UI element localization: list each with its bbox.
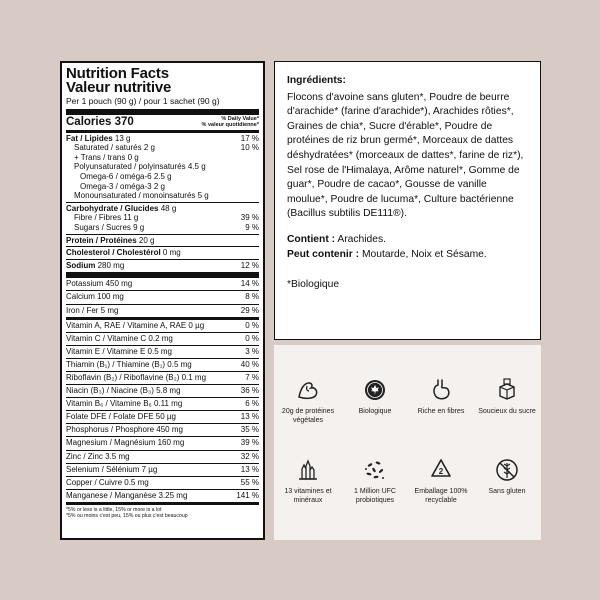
saturated-pct: 10 % — [240, 143, 259, 153]
vitamin-row — [66, 463, 259, 476]
vitamin-pct: 13 % — [240, 464, 259, 474]
vitamin-row — [66, 384, 259, 397]
no-gluten-icon — [494, 457, 520, 483]
vitamin-label: Vitamin B₆ / Vitamine B₆ 0.11 mg — [66, 399, 183, 409]
vitamin-row — [66, 332, 259, 345]
crystals-icon — [295, 457, 321, 483]
vitamin-row — [66, 436, 259, 449]
svg-text:2: 2 — [438, 467, 444, 476]
mineral-pct: 8 % — [245, 292, 259, 302]
vitamin-pct: 40 % — [240, 359, 259, 369]
dv-header-en: % Daily Value* — [221, 115, 259, 122]
badge-label: 1 Million UFC probiotiques — [353, 488, 396, 504]
vitamin-row — [66, 358, 259, 371]
mineral-row — [66, 278, 259, 290]
badge-organic — [345, 377, 405, 416]
fibre-pct: 39 % — [240, 213, 259, 223]
mono-row — [66, 191, 259, 201]
sugar-cube-icon — [494, 377, 520, 403]
sodium-pct: 12 % — [240, 260, 259, 270]
mineral-row — [66, 290, 259, 303]
vitamin-row — [66, 450, 259, 463]
badge-label: Biologique — [358, 408, 392, 415]
sugars-row — [66, 223, 259, 233]
omega3-row — [66, 182, 259, 192]
vitamin-pct: 32 % — [240, 451, 259, 461]
vitamin-label: Niacin (B₃) / Niacine (B₃) 5.8 mg — [66, 386, 181, 396]
probiotic-icon — [362, 457, 388, 483]
badge-label: 20g de protéines végétales — [281, 408, 335, 424]
poly-row — [66, 162, 259, 172]
contains-line — [287, 233, 530, 248]
vitamin-label: Thiamin (B₁) / Thiamine (B₁) 0.5 mg — [66, 359, 192, 369]
badge-probiotic — [345, 457, 405, 505]
vitamin-row — [66, 410, 259, 423]
saturated-row — [66, 143, 259, 153]
protein-amount: 20 g — [138, 235, 155, 245]
vitamin-pct: 6 % — [245, 399, 259, 409]
trans-row — [66, 153, 259, 163]
vitamin-label: Copper / Cuivre 0.5 mg — [66, 477, 149, 487]
fat-pct: 17 % — [240, 133, 259, 143]
badge-label: 13 vitamines et minéraux — [284, 488, 332, 504]
vitamin-pct: 0 % — [245, 320, 259, 330]
vitamin-row — [66, 489, 259, 502]
mineral-row — [66, 304, 259, 317]
badge-label: Riche en fibres — [417, 408, 465, 415]
vitamin-row — [66, 397, 259, 410]
nutrition-facts-table — [60, 61, 265, 540]
calories-label: Calories 370 — [66, 116, 134, 128]
contains-value: Arachides. — [337, 233, 386, 245]
badge-gluten-free — [477, 457, 537, 496]
vitamin-row — [66, 320, 259, 332]
vitamin-label: Selenium / Sélénium 7 µg — [66, 464, 158, 474]
mineral-pct: 29 % — [240, 305, 259, 315]
fat-amount: 13 g — [114, 133, 131, 143]
mineral-label: Potassium 450 mg — [66, 279, 133, 289]
sugars-label: Sugars / Sucres 9 g — [74, 222, 145, 232]
nutrition-title-fr: Valeur nutritive — [66, 79, 172, 96]
vitamin-row — [66, 371, 259, 384]
sodium-label: Sodium — [66, 260, 96, 270]
vitamin-pct: 141 % — [236, 490, 259, 500]
vitamin-label: Folate DFE / Folate DFE 50 µg — [66, 412, 176, 422]
omega6-row — [66, 172, 259, 182]
vitamin-pct: 36 % — [240, 386, 259, 396]
fat-row — [66, 134, 259, 144]
ingredients-text: Flocons d'avoine sans gluten*, Poudre de beurre d'arachide* (farine d'arachide*), Arachides rôties*, Graines de chia*, Sucre d'érable*, Poudre de protéines de riz brun germé*, Morceaux de dattes déshydratées* (morceaux de dattes*, farine de riz*), Sel rose de l'Himalaya, Arôme naturel*, Gomme de guar*, Poudre de cacao*, Gousse de vanille moulue*, Poudre de lucuma*, Culture bactérienne (Bacillus subtilis DE111®). — [287, 91, 524, 220]
badge-protein — [278, 377, 338, 425]
mono-label: Monounsaturated / monoinsaturés 5 g — [74, 191, 209, 201]
contains-label: Contient : — [287, 233, 336, 245]
may-contain-line — [287, 248, 530, 263]
carb-amount: 48 g — [160, 203, 177, 213]
vitamin-row — [66, 476, 259, 489]
badge-vitamins — [278, 457, 338, 505]
vitamin-row — [66, 423, 259, 436]
benefits-panel — [274, 345, 541, 540]
mineral-label: Iron / Fer 5 mg — [66, 305, 119, 315]
vitamin-pct: 39 % — [240, 438, 259, 448]
cholesterol-amount: 0 mg — [162, 248, 181, 258]
vitamin-label: Magnesium / Magnésium 160 mg — [66, 438, 185, 448]
minerals-top-section — [66, 272, 259, 316]
vitamin-label: Manganese / Manganèse 3.25 mg — [66, 490, 188, 500]
vitamin-pct: 3 % — [245, 346, 259, 356]
nutrition-title-en: Nutrition Facts — [66, 65, 169, 82]
poly-label: Polyunsaturated / polyinsaturés 4.5 g — [74, 162, 206, 172]
badge-sugar — [477, 377, 537, 416]
cholesterol-label: Cholesterol / Cholestérol — [66, 248, 161, 258]
omega6-label: Omega-6 / oméga-6 2.5 g — [80, 171, 172, 181]
vitamin-pct: 13 % — [240, 412, 259, 422]
omega3-label: Omega-3 / oméga-3 2 g — [80, 181, 165, 191]
badge-label: Soucieux du sucre — [478, 408, 536, 415]
fibre-row — [66, 213, 259, 223]
fat-label: Fat / Lipides — [66, 133, 113, 143]
vitamin-label: Riboflavin (B₂) / Riboflavine (B₂) 0.1 mg — [66, 372, 207, 382]
calories-row — [66, 115, 259, 133]
sodium-amount: 280 mg — [97, 260, 125, 270]
footnote-fr: *5% ou moins c'est peu, 15% ou plus c'est beaucoup — [66, 512, 188, 519]
mineral-label: Calcium 100 mg — [66, 292, 124, 302]
vitamin-pct: 55 % — [240, 477, 259, 487]
badge-fibre — [411, 377, 471, 416]
sugars-pct: 9 % — [245, 222, 259, 232]
fibre-label: Fibre / Fibres 11 g — [74, 213, 139, 223]
mineral-pct: 14 % — [240, 279, 259, 289]
stomach-icon — [428, 377, 454, 403]
vitamin-label: Vitamin E / Vitamine E 0.5 mg — [66, 346, 172, 356]
muscle-icon — [295, 377, 321, 403]
cholesterol-row — [66, 246, 259, 259]
sodium-row — [66, 259, 259, 273]
saturated-label: Saturated / saturés 2 g — [74, 143, 155, 153]
protein-row — [66, 234, 259, 247]
carb-row — [66, 204, 259, 214]
vitamin-pct: 0 % — [245, 333, 259, 343]
ingredients-panel — [274, 61, 541, 340]
vitamin-label: Phosphorus / Phosphore 450 mg — [66, 425, 183, 435]
organic-note: *Biologique — [287, 279, 340, 291]
ingredients-heading: Ingrédients: — [287, 75, 346, 86]
trans-label: + Trans / trans 0 g — [74, 152, 139, 162]
organic-seal-icon — [362, 377, 388, 403]
recycle-icon — [428, 457, 454, 483]
carb-label: Carbohydrate / Glucides — [66, 203, 159, 213]
nutrition-footnote — [66, 502, 259, 519]
vitamin-pct: 7 % — [245, 372, 259, 382]
may-contain-value: Moutarde, Noix et Sésame. — [361, 248, 487, 260]
vitamin-row — [66, 345, 259, 358]
vitamins-section — [66, 317, 259, 502]
badge-label: Sans gluten — [488, 488, 526, 495]
fat-section — [66, 133, 259, 202]
badge-label: Emballage 100% recyclable — [414, 488, 468, 504]
vitamin-pct: 35 % — [240, 425, 259, 435]
vitamin-label: Zinc / Zinc 3.5 mg — [66, 451, 130, 461]
carb-section — [66, 202, 259, 234]
protein-label: Protein / Protéines — [66, 235, 137, 245]
badge-recycle — [411, 457, 471, 505]
serving-size: Per 1 pouch (90 g) / pour 1 sachet (90 g) — [66, 97, 259, 115]
dv-header-fr: % valeur quotidienne* — [201, 121, 259, 128]
may-contain-label: Peut contenir : — [287, 248, 360, 260]
daily-value-header — [202, 116, 259, 128]
vitamin-label: Vitamin A, RAE / Vitamine A, RAE 0 µg — [66, 320, 205, 330]
footnote-en: *5% or less is a little, 15% or more is a lot — [66, 506, 162, 513]
vitamin-label: Vitamin C / Vitamine C 0.2 mg — [66, 333, 173, 343]
